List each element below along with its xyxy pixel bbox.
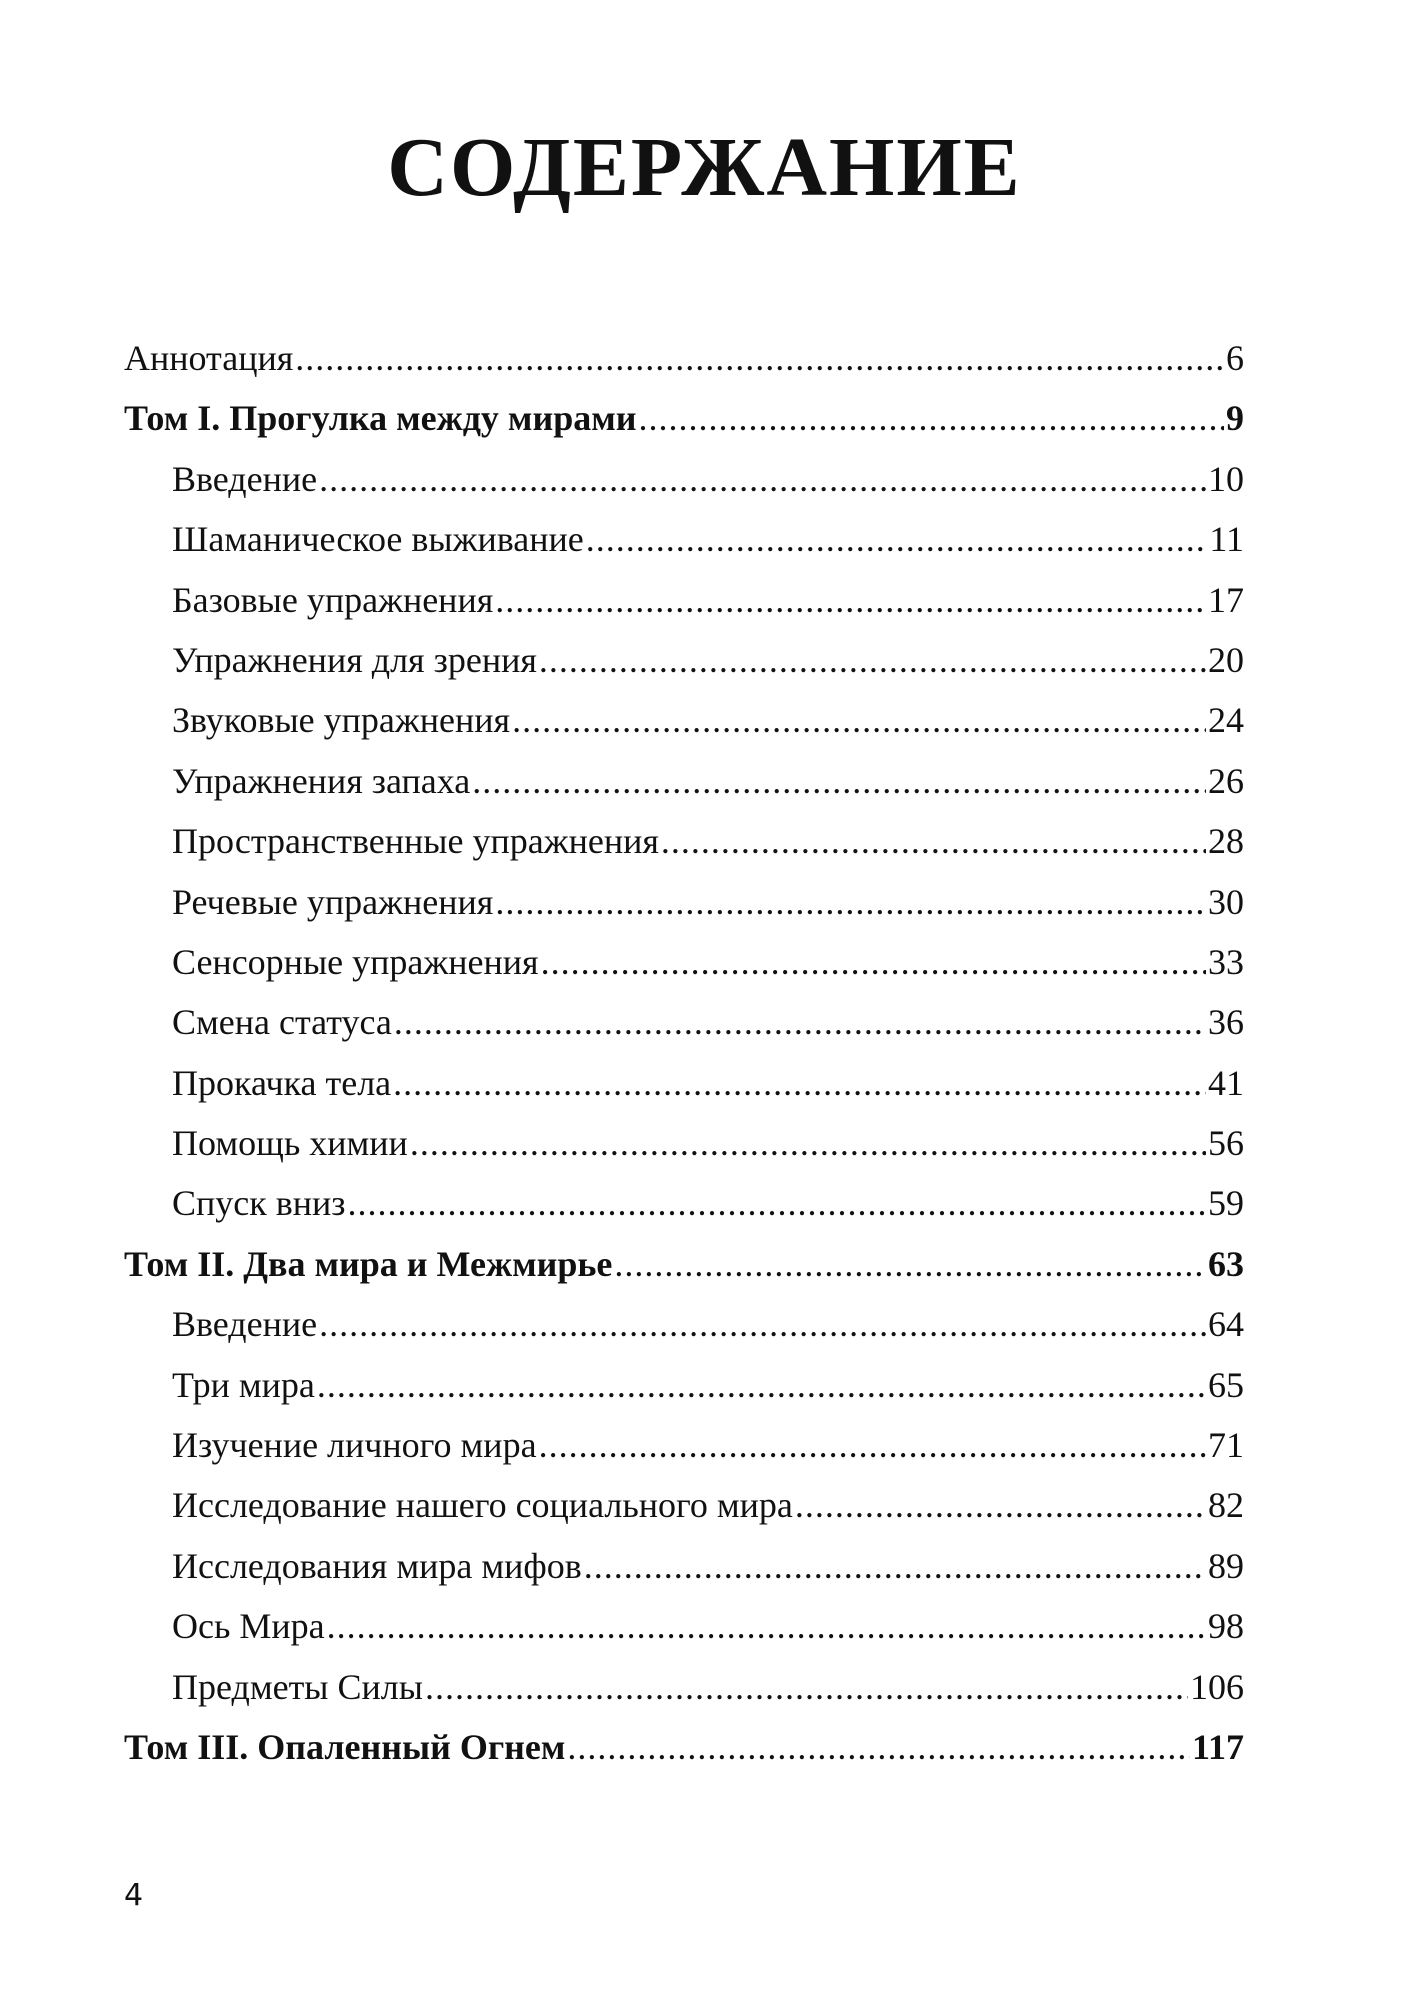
- toc-entry: [124, 1596, 1244, 1656]
- dot-leader: [661, 811, 1206, 871]
- dot-leader: [567, 1717, 1190, 1777]
- toc-entry: [124, 1294, 1244, 1354]
- toc-entry: [124, 630, 1244, 690]
- toc-entry-title: Речевые упражнения: [172, 881, 494, 922]
- toc-entry: [124, 1053, 1244, 1113]
- toc-entry: [124, 509, 1244, 569]
- toc-entry-page-number: 26: [1208, 760, 1244, 801]
- toc-entry: [124, 872, 1244, 932]
- toc-entry-page-number: 17: [1208, 579, 1244, 620]
- dot-leader: [348, 1173, 1207, 1233]
- toc-entry: [124, 388, 1244, 448]
- toc-entry-page-number: 65: [1208, 1364, 1244, 1405]
- dot-leader: [327, 1596, 1206, 1656]
- toc-entry: [124, 1415, 1244, 1475]
- toc-entry-page-number: 63: [1208, 1243, 1244, 1284]
- toc-entry: [124, 570, 1244, 630]
- toc-entry-title: Введение: [172, 1304, 318, 1345]
- page-number: 4: [124, 1878, 144, 1913]
- toc-entry-page-number: 117: [1191, 1726, 1244, 1767]
- dot-leader: [394, 992, 1206, 1052]
- toc-entry-page-number: 6: [1226, 338, 1244, 378]
- toc-entry-title: Изучение личного мира: [172, 1425, 537, 1466]
- dot-leader: [495, 570, 1206, 630]
- toc-entry-title: Базовые упражнения: [172, 579, 494, 620]
- toc-entry-title: Три мира: [172, 1364, 315, 1405]
- toc-entry-page-number: 33: [1208, 941, 1244, 982]
- dot-leader: [512, 690, 1206, 750]
- toc-entry-title: Сенсорные упражнения: [172, 941, 539, 982]
- toc-entry: [124, 1173, 1244, 1233]
- dot-leader: [472, 751, 1206, 811]
- dot-leader: [495, 872, 1206, 932]
- toc-entry: [124, 992, 1244, 1052]
- toc-entry-page-number: 41: [1208, 1062, 1244, 1103]
- toc-entry-title: Предметы Силы: [172, 1666, 423, 1707]
- toc-entry-page-number: 106: [1190, 1666, 1244, 1707]
- dot-leader: [586, 509, 1208, 569]
- toc-entry-page-number: 82: [1208, 1485, 1244, 1526]
- toc-entry-page-number: 64: [1208, 1304, 1244, 1345]
- toc-entry-page-number: 10: [1208, 458, 1244, 499]
- toc-entry-title: Аннотация: [124, 338, 294, 378]
- toc-entry-page-number: 28: [1208, 821, 1244, 862]
- toc-entry: [124, 1355, 1244, 1415]
- toc-entry: [124, 690, 1244, 750]
- dot-leader: [541, 932, 1206, 992]
- toc-entry-page-number: 59: [1208, 1183, 1244, 1224]
- toc-entry-title: Исследование нашего социального мира: [172, 1485, 793, 1526]
- dot-leader: [638, 388, 1224, 448]
- toc-entry: [124, 1475, 1244, 1535]
- toc-entry-title: Упражнения для зрения: [172, 639, 537, 680]
- dot-leader: [539, 630, 1206, 690]
- toc-entry-title: Том II. Два мира и Межмирье: [124, 1243, 613, 1284]
- dot-leader: [410, 1113, 1206, 1173]
- toc-entry-page-number: 24: [1208, 700, 1244, 741]
- toc-entry: [124, 449, 1244, 509]
- toc-entry-title: Спуск вниз: [172, 1183, 346, 1224]
- toc-entry-page-number: 36: [1208, 1002, 1244, 1043]
- dot-leader: [425, 1657, 1188, 1717]
- toc-entry-page-number: 30: [1208, 881, 1244, 922]
- toc-entry-title: Введение: [172, 458, 318, 499]
- toc-entry-title: Прокачка тела: [172, 1062, 392, 1103]
- dot-leader: [319, 449, 1206, 509]
- dot-leader: [539, 1415, 1206, 1475]
- toc-entry: [124, 1234, 1244, 1294]
- table-of-contents: [124, 328, 1244, 1777]
- dot-leader: [614, 1234, 1206, 1294]
- toc-entry-page-number: 71: [1208, 1425, 1244, 1466]
- dot-leader: [319, 1294, 1206, 1354]
- dot-leader: [295, 328, 1224, 388]
- toc-entry-title: Том I. Прогулка между мирами: [124, 398, 637, 439]
- toc-entry-page-number: 9: [1226, 398, 1244, 439]
- toc-entry-page-number: 11: [1209, 519, 1244, 560]
- dot-leader: [317, 1355, 1206, 1415]
- toc-entry: [124, 1113, 1244, 1173]
- toc-entry-page-number: 89: [1208, 1545, 1244, 1586]
- page-title: СОДЕРЖАНИЕ: [387, 121, 1022, 214]
- toc-entry-title: Помощь химии: [172, 1123, 408, 1164]
- toc-entry-title: Исследования мира мифов: [172, 1545, 582, 1586]
- toc-entry: [124, 1657, 1244, 1717]
- toc-entry-title: Звуковые упражнения: [172, 700, 511, 741]
- toc-entry-page-number: 56: [1208, 1123, 1244, 1164]
- dot-leader: [393, 1053, 1206, 1113]
- toc-entry-title: Ось Мира: [172, 1606, 325, 1647]
- toc-entry: [124, 751, 1244, 811]
- toc-entry-page-number: 98: [1208, 1606, 1244, 1647]
- toc-entry: [124, 811, 1244, 871]
- toc-entry-title: Упражнения запаха: [172, 760, 471, 801]
- toc-entry-title: Пространственные упражнения: [172, 821, 659, 862]
- toc-entry-title: Смена статуса: [172, 1002, 392, 1043]
- toc-entry: [124, 328, 1244, 388]
- toc-entry-title: Шаманическое выживание: [172, 519, 584, 560]
- toc-entry: [124, 1536, 1244, 1596]
- toc-entry: [124, 1717, 1244, 1777]
- toc-entry: [124, 932, 1244, 992]
- dot-leader: [584, 1536, 1206, 1596]
- dot-leader: [795, 1475, 1206, 1535]
- toc-entry-title: Том III. Опаленный Огнем: [124, 1726, 566, 1767]
- toc-entry-page-number: 20: [1208, 639, 1244, 680]
